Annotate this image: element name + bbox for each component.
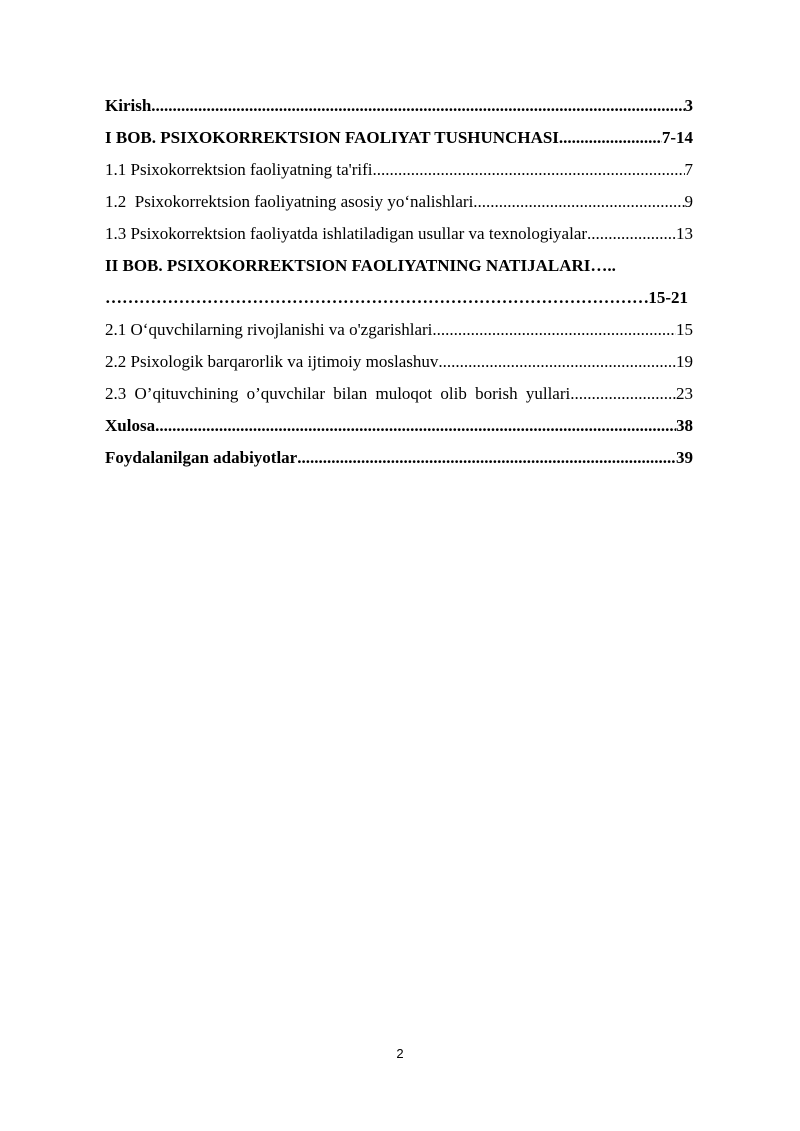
toc-entry-title: 2.3 O’qituvchining o’quvchilar bilan muloqot olib borish yullari bbox=[105, 384, 571, 403]
toc-entry-title: Xulosa bbox=[105, 416, 156, 435]
toc-entry-section-2-2[interactable] bbox=[105, 346, 693, 378]
toc-entry-section-1-1[interactable] bbox=[105, 154, 693, 186]
toc-entry-section-1-3[interactable] bbox=[105, 218, 693, 250]
toc-entry-title: 1.1 Psixokorrektsion faoliyatning ta'rifi bbox=[105, 160, 373, 179]
toc-entry-title: 1.2 Psixokorrektsion faoliyatning asosiy yo‘nalishlari bbox=[105, 192, 474, 211]
toc-entry-title: 1.3 Psixokorrektsion faoliyatda ishlatiladigan usullar va texnologiyalar bbox=[105, 224, 588, 243]
toc-entry-title: 2.1 O‘quvchilarning rivojlanishi va o'zgarishlari bbox=[105, 320, 433, 339]
toc-entry-title: 2.2 Psixologik barqarorlik va ijtimoiy moslashuv bbox=[105, 352, 439, 371]
toc-entry-page: 19 bbox=[676, 352, 693, 371]
toc-leader-dots bbox=[372, 154, 684, 186]
toc-leader-dots bbox=[587, 218, 676, 250]
toc-entry-page: 7 bbox=[684, 160, 693, 179]
toc-entry-title: Kirish bbox=[105, 96, 152, 115]
toc-entry-page: 39 bbox=[676, 448, 693, 467]
toc-entry-page: 13 bbox=[676, 224, 693, 243]
toc-entry-chapter-1[interactable] bbox=[105, 122, 693, 154]
toc-entry-xulosa[interactable] bbox=[105, 410, 693, 442]
toc-entry-chapter-2-continuation[interactable] bbox=[105, 282, 693, 314]
toc-entry-references[interactable] bbox=[105, 442, 693, 474]
toc-entry-page: 7-14 bbox=[661, 128, 693, 147]
toc-entry-section-1-2[interactable] bbox=[105, 186, 693, 218]
toc-entry-kirish[interactable] bbox=[105, 90, 693, 122]
toc-leader-dots bbox=[105, 282, 648, 314]
toc-leader-dots bbox=[432, 314, 676, 346]
toc-entry-section-2-3[interactable] bbox=[105, 378, 693, 410]
toc-leader-dots bbox=[559, 122, 662, 154]
toc-entry-page: 38 bbox=[676, 416, 693, 435]
toc-entry-title: II BOB. PSIXOKORREKTSION FAOLIYATNING NATIJALARI….. bbox=[105, 256, 616, 275]
toc-entry-chapter-2[interactable] bbox=[105, 250, 693, 282]
toc-entry-page: 9 bbox=[684, 192, 693, 211]
toc-entry-title: Foydalanilgan adabiyotlar bbox=[105, 448, 298, 467]
toc-entry-page: 15 bbox=[676, 320, 693, 339]
toc-leader-dots bbox=[473, 186, 684, 218]
toc-leader-dots bbox=[570, 378, 676, 410]
toc-leader-dots bbox=[155, 410, 676, 442]
toc-entry-title: I BOB. PSIXOKORREKTSION FAOLIYAT TUSHUNCHASI bbox=[105, 128, 559, 147]
toc-entry-page: 15-21 bbox=[648, 288, 688, 307]
toc-leader-dots bbox=[151, 90, 684, 122]
page-number: 2 bbox=[396, 1046, 404, 1061]
toc-leader-dots bbox=[438, 346, 676, 378]
table-of-contents bbox=[105, 90, 693, 474]
toc-entry-page: 23 bbox=[676, 384, 693, 403]
toc-entry-section-2-1[interactable] bbox=[105, 314, 693, 346]
toc-leader-dots bbox=[297, 442, 676, 474]
toc-entry-page: 3 bbox=[684, 96, 693, 115]
